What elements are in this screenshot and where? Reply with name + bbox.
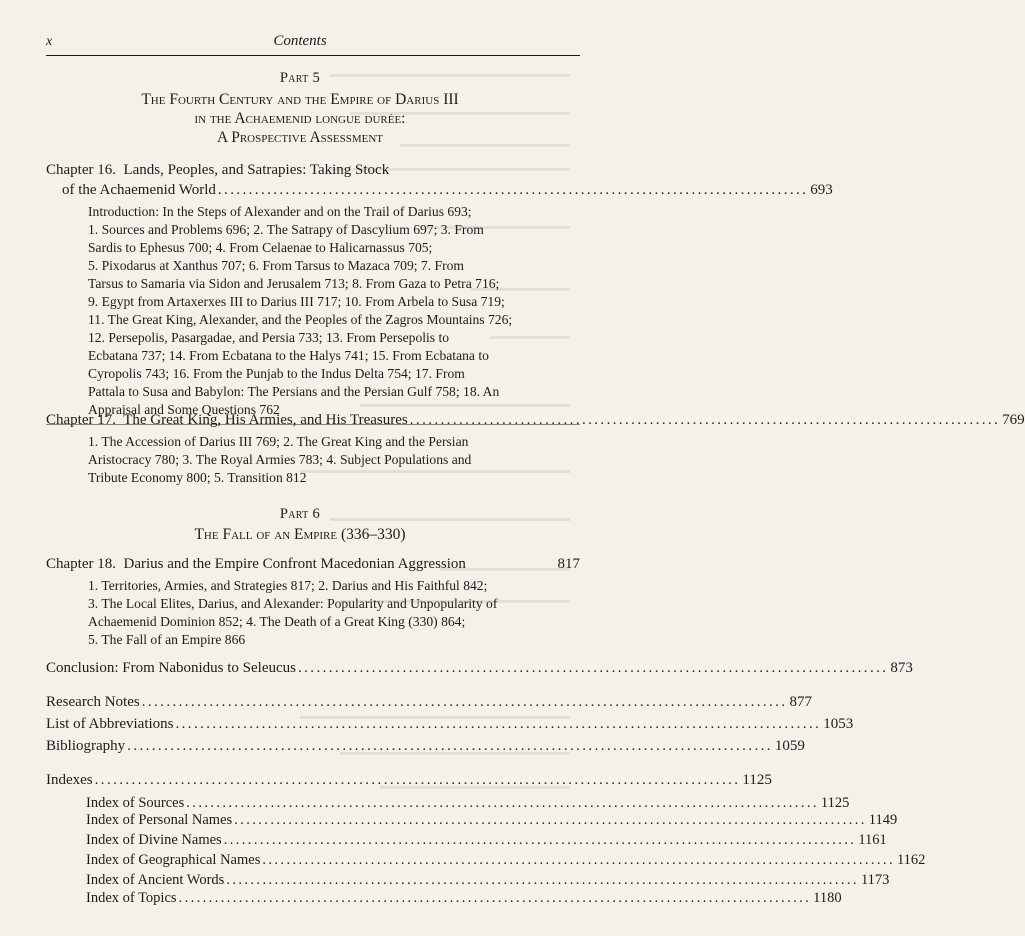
entry-label: Index of Personal Names <box>86 812 233 828</box>
entry-label: Index of Geographical Names <box>86 852 261 868</box>
part5-title-line: A Prospective Assessment <box>216 129 384 146</box>
section-line: 5. The Fall of an Empire 866 <box>88 632 246 647</box>
section-line: 9. Egypt from Artaxerxes III to Darius III 717; 10. From Arbela to Susa 719; <box>88 294 505 309</box>
toc-entry-chapter-17[interactable] <box>46 412 1025 429</box>
section-line: Pattala to Susa and Babylon: The Persians and the Persian Gulf 758; 18. An <box>88 384 500 399</box>
leader-dots: ......................................................................................................... <box>223 832 857 848</box>
section-line: Tarsus to Samaria via Sidon and Jerusalem 713; 8. From Gaza to Petra 716; <box>88 276 500 291</box>
page-ref: 1059 <box>774 738 805 754</box>
toc-entry-indexes[interactable] <box>46 772 772 789</box>
leader-dots: ......................................................................................................... <box>226 872 859 888</box>
part5-heading <box>0 70 600 147</box>
toc-entry-index-geographical-names[interactable] <box>86 852 926 869</box>
toc-entry-abbreviations[interactable] <box>46 716 854 733</box>
part6-label: Part 6 <box>279 506 321 522</box>
chapter-18-sections <box>88 577 578 649</box>
page-ref: 693 <box>810 182 833 198</box>
page-ref: 1161 <box>858 832 887 848</box>
page-ref: 817 <box>557 556 580 572</box>
section-line: 12. Persepolis, Pasargadae, and Persia 733; 13. From Persepolis to <box>88 330 450 345</box>
section-line: 1. Territories, Armies, and Strategies 817; 2. Darius and His Faithful 842; <box>88 578 488 593</box>
leader-dots: ......................................................................................................... <box>175 716 822 732</box>
toc-entry-index-divine-names[interactable] <box>86 832 887 849</box>
entry-label: List of Abbreviations <box>46 716 174 732</box>
section-line: 3. The Local Elites, Darius, and Alexander: Popularity and Unpopularity of <box>88 596 498 611</box>
part5-title-line: in the Achaemenid longue durée: <box>194 110 406 127</box>
section-line: Sardis to Ephesus 700; 4. From Celaenae to Halicarnassus 705; <box>88 240 433 255</box>
page-ref: 873 <box>890 660 913 676</box>
leader-dots: ................................................................................................ <box>298 660 889 676</box>
page-ref: 877 <box>789 694 812 710</box>
leader-dots: ......................................................................................................... <box>186 795 819 811</box>
section-line: 1. Sources and Problems 696; 2. The Satrapy of Dascylium 697; 3. From <box>88 222 484 237</box>
page-ref: 1149 <box>868 812 898 828</box>
toc-entry-index-topics[interactable] <box>86 890 842 907</box>
leader-dots: ................................................................................................ <box>409 412 1001 428</box>
entry-label: Research Notes <box>46 694 140 710</box>
section-line: Aristocracy 780; 3. The Royal Armies 783; 4. Subject Populations and <box>88 452 472 467</box>
section-line: Appraisal and Some Questions 762 <box>88 402 280 417</box>
leader-dots: ......................................................................................................... <box>94 772 741 788</box>
entry-label: Bibliography <box>46 738 126 754</box>
toc-entry-research-notes[interactable] <box>46 694 812 711</box>
part5-label: Part 5 <box>279 70 321 86</box>
page-ref: 1173 <box>860 872 890 888</box>
entry-label: Index of Ancient Words <box>86 872 225 888</box>
running-title: Contents <box>273 33 327 49</box>
page-ref: 1180 <box>813 890 842 906</box>
header-rule <box>46 55 580 56</box>
chapter-label: Chapter 16. Lands, Peoples, and Satrapies: Taking Stock <box>46 162 390 178</box>
page-ref: 1125 <box>820 795 850 811</box>
chapter-label: Chapter 17. The Great King, His Armies, and His Treasures <box>46 412 408 428</box>
entry-label: Conclusion: From Nabonidus to Seleucus <box>46 660 296 676</box>
toc-entry-chapter-16[interactable] <box>46 162 580 179</box>
leader-dots: ......................................................................................................... <box>127 738 773 754</box>
section-line: 11. The Great King, Alexander, and the Peoples of the Zagros Mountains 726; <box>88 312 513 327</box>
chapter-label: Chapter 18. Darius and the Empire Confront Macedonian Aggression <box>46 556 466 572</box>
chapter-16-sections <box>88 203 578 419</box>
leader-dots: ......................................................................................................... <box>141 694 788 710</box>
leader-dots: ......................................................................................................... <box>262 852 895 868</box>
toc-entry-conclusion[interactable] <box>46 660 913 677</box>
page-number: x <box>46 34 53 49</box>
chapter-17-sections <box>88 433 578 487</box>
toc-entry-bibliography[interactable] <box>46 738 805 755</box>
entry-label: Index of Divine Names <box>86 832 222 848</box>
section-line: Tribute Economy 800; 5. Transition 812 <box>88 470 307 485</box>
page-ref: 769 <box>1002 412 1025 428</box>
leader-dots: ......................................................................................................... <box>178 890 812 906</box>
section-line: 1. The Accession of Darius III 769; 2. The Great King and the Persian <box>88 434 469 449</box>
entry-label: Index of Sources <box>86 795 185 811</box>
toc-entry-chapter-16-cont[interactable] <box>62 182 833 199</box>
toc-entry-index-personal-names[interactable] <box>86 812 898 829</box>
part6-heading <box>0 506 600 544</box>
page-ref: 1053 <box>823 716 854 732</box>
page-ref: 1162 <box>896 852 926 868</box>
page-ref: 1125 <box>742 772 772 788</box>
toc-entry-chapter-18[interactable] <box>46 556 580 573</box>
section-line: Ecbatana 737; 14. From Ecbatana to the Halys 741; 15. From Ecbatana to <box>88 348 489 363</box>
entry-label: Index of Topics <box>86 890 177 906</box>
part6-title: The Fall of an Empire (336–330) <box>194 526 406 543</box>
section-line: Cyropolis 743; 16. From the Punjab to the Indus Delta 754; 17. From <box>88 366 465 381</box>
toc-entry-index-sources[interactable] <box>86 795 850 812</box>
leader-dots: ......................................................................................................... <box>234 812 867 828</box>
leader-dots: ................................................................................................ <box>217 182 809 198</box>
part5-title <box>0 90 600 147</box>
section-line: 5. Pixodarus at Xanthus 707; 6. From Tarsus to Mazaca 709; 7. From <box>88 258 464 273</box>
part5-title-line: The Fourth Century and the Empire of Darius III <box>141 91 459 108</box>
entry-label: Indexes <box>46 772 93 788</box>
section-line: Achaemenid Dominion 852; 4. The Death of a Great King (330) 864; <box>88 614 466 629</box>
chapter-title-continuation: of the Achaemenid World <box>62 182 216 198</box>
section-line: Introduction: In the Steps of Alexander and on the Trail of Darius 693; <box>88 204 472 219</box>
toc-entry-index-ancient-words[interactable] <box>86 872 890 889</box>
